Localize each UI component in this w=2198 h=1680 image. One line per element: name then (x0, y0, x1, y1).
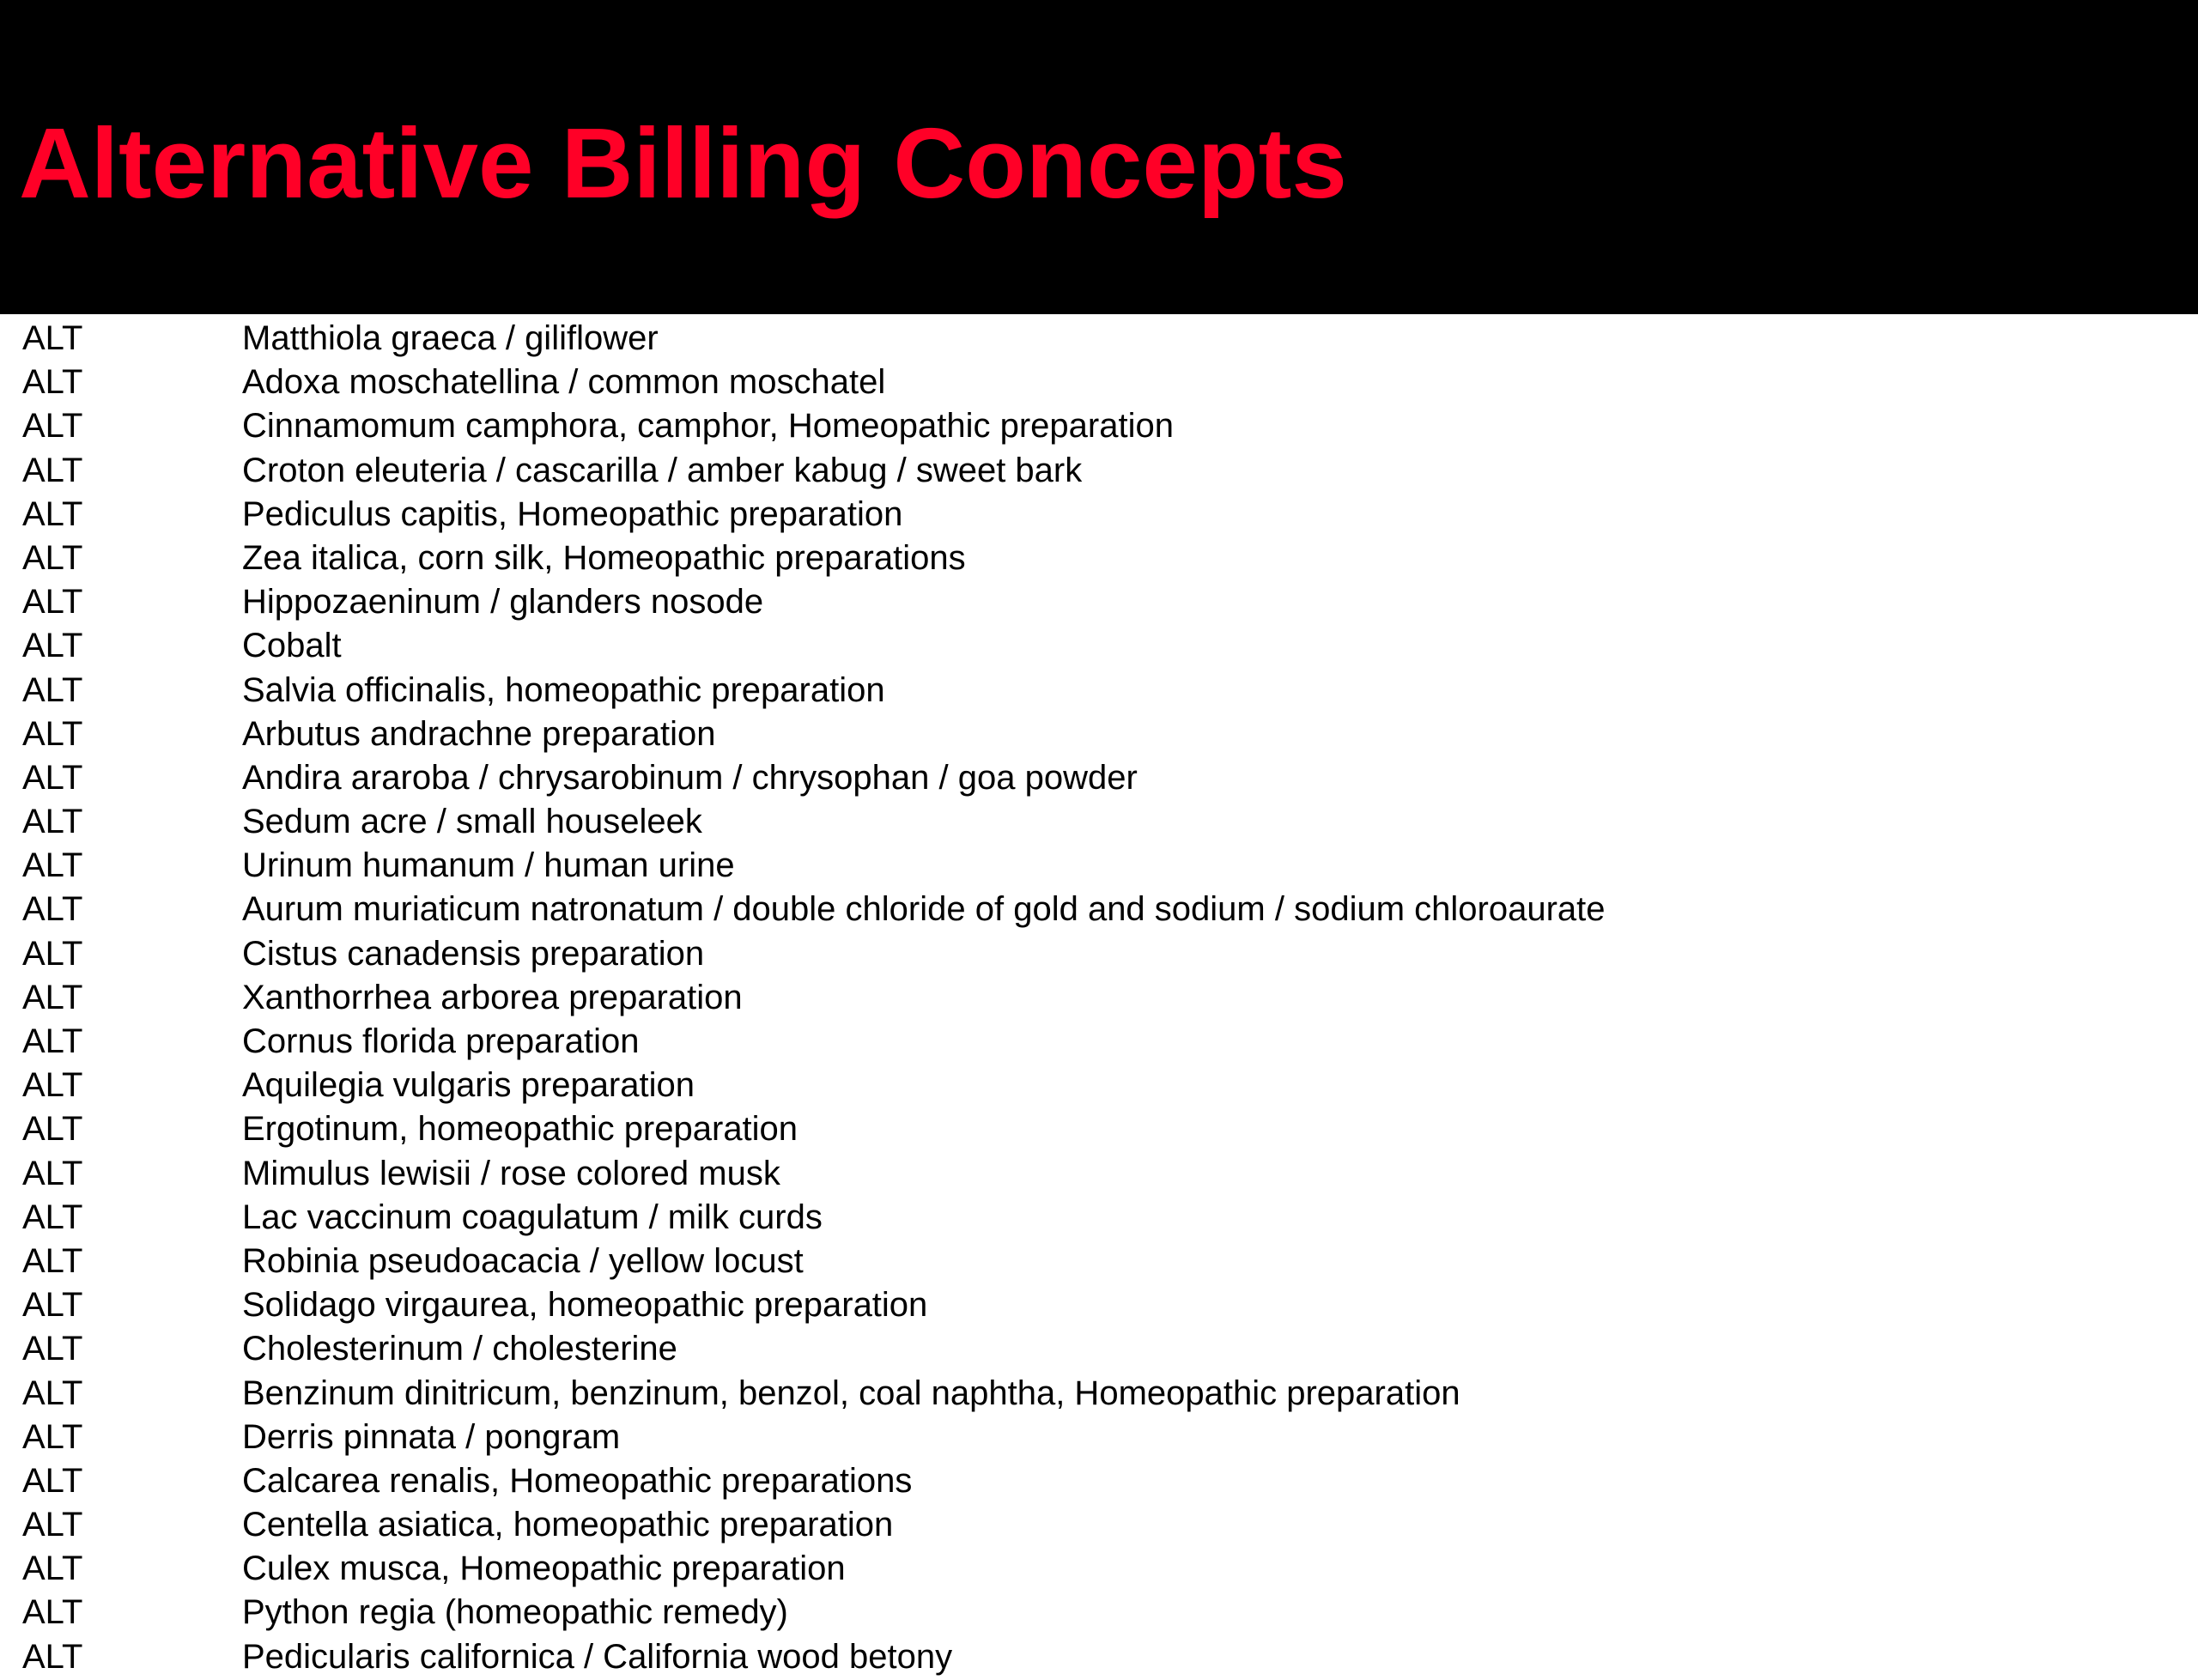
row-description: Pedicularis californica / California wood betony (242, 1637, 953, 1676)
row-code: ALT (22, 1110, 83, 1149)
row-code: ALT (22, 1550, 83, 1588)
list-item (0, 1021, 2198, 1064)
row-code: ALT (22, 1241, 83, 1280)
row-code: ALT (22, 934, 83, 973)
row-code: ALT (22, 583, 83, 622)
list-item (0, 450, 2198, 494)
title-bar (0, 0, 2198, 314)
row-description: Cornus florida preparation (242, 1022, 640, 1060)
page-title: Alternative Billing Concepts (19, 107, 1347, 219)
row-code: ALT (22, 846, 83, 885)
list-item (0, 933, 2198, 977)
row-description: Ergotinum, homeopathic preparation (242, 1110, 798, 1149)
list-item (0, 1108, 2198, 1152)
list-item (0, 581, 2198, 625)
list-item (0, 713, 2198, 757)
row-description: Solidago virgaurea, homeopathic preparation (242, 1286, 928, 1325)
row-code: ALT (22, 1330, 83, 1368)
row-code: ALT (22, 1506, 83, 1544)
row-description: Derris pinnata / pongram (242, 1417, 621, 1456)
row-code: ALT (22, 803, 83, 841)
row-code: ALT (22, 363, 83, 402)
row-code: ALT (22, 627, 83, 665)
row-code: ALT (22, 1374, 83, 1412)
row-code: ALT (22, 978, 83, 1016)
list-item (0, 1197, 2198, 1240)
row-code: ALT (22, 758, 83, 797)
row-description: Robinia pseudoacacia / yellow locust (242, 1241, 804, 1280)
list-item (0, 1373, 2198, 1416)
row-description: Urinum humanum / human urine (242, 846, 735, 885)
list-item (0, 1240, 2198, 1284)
row-description: Hippozaeninum / glanders nosode (242, 583, 764, 622)
row-description: Cinnamomum camphora, camphor, Homeopathic preparation (242, 407, 1174, 446)
row-description: Andira araroba / chrysarobinum / chrysophan / goa powder (242, 758, 1138, 797)
row-code: ALT (22, 890, 83, 929)
list-item (0, 1064, 2198, 1108)
list-item (0, 361, 2198, 405)
row-code: ALT (22, 407, 83, 446)
row-description: Cobalt (242, 627, 342, 665)
row-code: ALT (22, 1637, 83, 1676)
row-description: Mimulus lewisii / rose colored musk (242, 1154, 780, 1192)
row-code: ALT (22, 1198, 83, 1236)
list-item (0, 318, 2198, 361)
list-item (0, 1284, 2198, 1328)
row-description: Culex musca, Homeopathic preparation (242, 1550, 846, 1588)
row-description: Aurum muriaticum natronatum / double chloride of gold and sodium / sodium chloroaurate (242, 890, 1606, 929)
row-description: Xanthorrhea arborea preparation (242, 978, 743, 1016)
list-item (0, 845, 2198, 889)
row-code: ALT (22, 1593, 83, 1632)
row-code: ALT (22, 1022, 83, 1060)
list-item (0, 405, 2198, 449)
row-description: Matthiola graeca / giliflower (242, 319, 659, 357)
row-description: Lac vaccinum coagulatum / milk curds (242, 1198, 823, 1236)
row-description: Salvia officinalis, homeopathic preparation (242, 670, 885, 709)
list-item (0, 977, 2198, 1021)
row-description: Calcarea renalis, Homeopathic preparations (242, 1461, 913, 1500)
list-item (0, 494, 2198, 537)
row-description: Aquilegia vulgaris preparation (242, 1066, 695, 1105)
row-description: Python regia (homeopathic remedy) (242, 1593, 788, 1632)
row-code: ALT (22, 451, 83, 489)
row-code: ALT (22, 1286, 83, 1325)
row-code: ALT (22, 1154, 83, 1192)
list-item (0, 537, 2198, 581)
list-item (0, 889, 2198, 932)
list-item (0, 1548, 2198, 1592)
row-code: ALT (22, 1417, 83, 1456)
row-description: Centella asiatica, homeopathic preparation (242, 1506, 894, 1544)
list-item (0, 1504, 2198, 1548)
list-item (0, 1416, 2198, 1460)
row-description: Pediculus capitis, Homeopathic preparation (242, 494, 903, 533)
row-description: Sedum acre / small houseleek (242, 803, 702, 841)
row-code: ALT (22, 670, 83, 709)
row-description: Zea italica, corn silk, Homeopathic preparations (242, 538, 966, 577)
list-item (0, 757, 2198, 801)
list-item (0, 1460, 2198, 1504)
list-item (0, 625, 2198, 669)
row-description: Cholesterinum / cholesterine (242, 1330, 677, 1368)
row-code: ALT (22, 714, 83, 753)
row-code: ALT (22, 538, 83, 577)
row-description: Arbutus andrachne preparation (242, 714, 716, 753)
row-code: ALT (22, 1066, 83, 1105)
row-code: ALT (22, 494, 83, 533)
list-item (0, 1636, 2198, 1680)
row-code: ALT (22, 1461, 83, 1500)
list-item (0, 1328, 2198, 1372)
list-item (0, 1153, 2198, 1197)
code-list (0, 318, 2198, 1680)
list-item (0, 670, 2198, 713)
row-description: Adoxa moschatellina / common moschatel (242, 363, 886, 402)
row-code: ALT (22, 319, 83, 357)
row-description: Cistus canadensis preparation (242, 934, 705, 973)
row-description: Croton eleuteria / cascarilla / amber kabug / sweet bark (242, 451, 1083, 489)
list-item (0, 1592, 2198, 1635)
list-item (0, 801, 2198, 845)
row-description: Benzinum dinitricum, benzinum, benzol, coal naphtha, Homeopathic preparation (242, 1374, 1460, 1412)
